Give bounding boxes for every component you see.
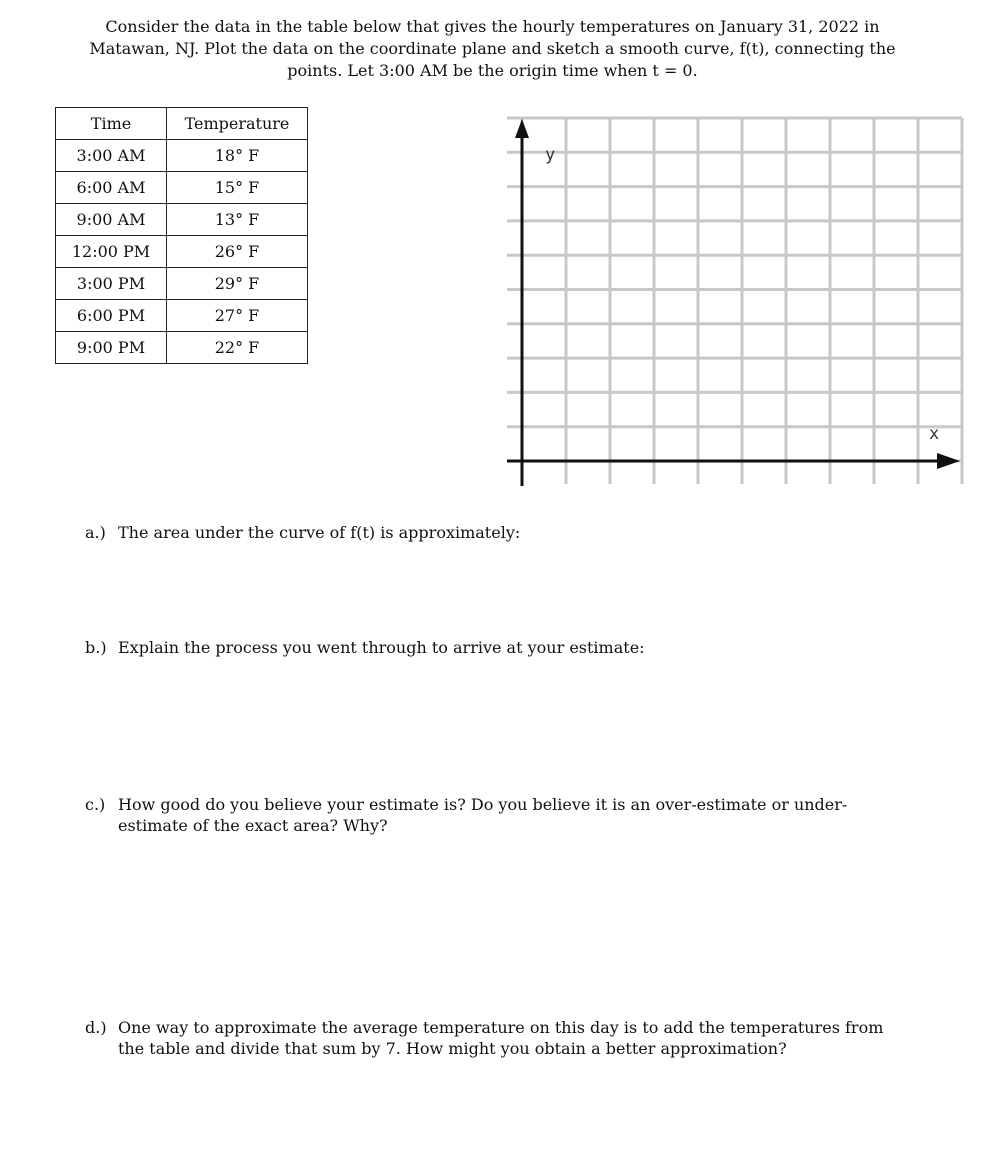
x-axis-arrow-icon xyxy=(937,453,960,469)
question-d-text: One way to approximate the average temperature on this day is to add the temperatures from the table and divide that sum by 7. How might you obtain a better approximation? xyxy=(118,1018,884,1058)
instructions xyxy=(40,16,945,82)
question-c xyxy=(85,794,885,836)
grid-lines xyxy=(507,118,962,484)
temperature-table xyxy=(55,107,308,364)
table-row xyxy=(56,332,308,364)
table-row xyxy=(56,140,308,172)
time-cell: 9:00 AM xyxy=(56,204,167,236)
question-a-label: a.) xyxy=(85,523,106,542)
coordinate-plane xyxy=(505,116,965,488)
question-a xyxy=(85,522,885,543)
question-a-text: The area under the curve of f(t) is approximately: xyxy=(118,523,521,542)
temperature-cell: 22° F xyxy=(167,332,308,364)
time-cell: 9:00 PM xyxy=(56,332,167,364)
time-cell: 3:00 AM xyxy=(56,140,167,172)
temperature-cell: 15° F xyxy=(167,172,308,204)
instructions-line-3: points. Let 3:00 AM be the origin time when t = 0. xyxy=(287,61,698,80)
header-temperature: Temperature xyxy=(167,108,308,140)
y-axis-label: y xyxy=(545,145,556,165)
table-row xyxy=(56,268,308,300)
time-cell: 6:00 AM xyxy=(56,172,167,204)
header-time: Time xyxy=(56,108,167,140)
table-row xyxy=(56,300,308,332)
temperature-cell: 29° F xyxy=(167,268,308,300)
time-cell: 12:00 PM xyxy=(56,236,167,268)
instructions-line-1: Consider the data in the table below that gives the hourly temperatures on January 31, 2022 in xyxy=(105,17,880,36)
table-row xyxy=(56,204,308,236)
temperature-cell: 27° F xyxy=(167,300,308,332)
question-b-label: b.) xyxy=(85,638,107,657)
question-d xyxy=(85,1017,885,1059)
question-c-text: How good do you believe your estimate is? Do you believe it is an over-estimate or under-estimate of the exact area? Why? xyxy=(118,795,848,835)
table-header-row xyxy=(56,108,308,140)
temperature-cell: 13° F xyxy=(167,204,308,236)
question-c-label: c.) xyxy=(85,795,106,814)
table-row xyxy=(56,236,308,268)
table-row xyxy=(56,172,308,204)
time-cell: 6:00 PM xyxy=(56,300,167,332)
temperature-cell: 18° F xyxy=(167,140,308,172)
instructions-line-2: Matawan, NJ. Plot the data on the coordinate plane and sketch a smooth curve, f(t), connecting the xyxy=(89,39,896,58)
question-b-text: Explain the process you went through to arrive at your estimate: xyxy=(118,638,645,657)
question-d-label: d.) xyxy=(85,1018,107,1037)
question-b xyxy=(85,637,885,658)
time-cell: 3:00 PM xyxy=(56,268,167,300)
y-axis-arrow-icon xyxy=(515,119,529,138)
x-axis-label: x xyxy=(929,424,940,444)
temperature-cell: 26° F xyxy=(167,236,308,268)
